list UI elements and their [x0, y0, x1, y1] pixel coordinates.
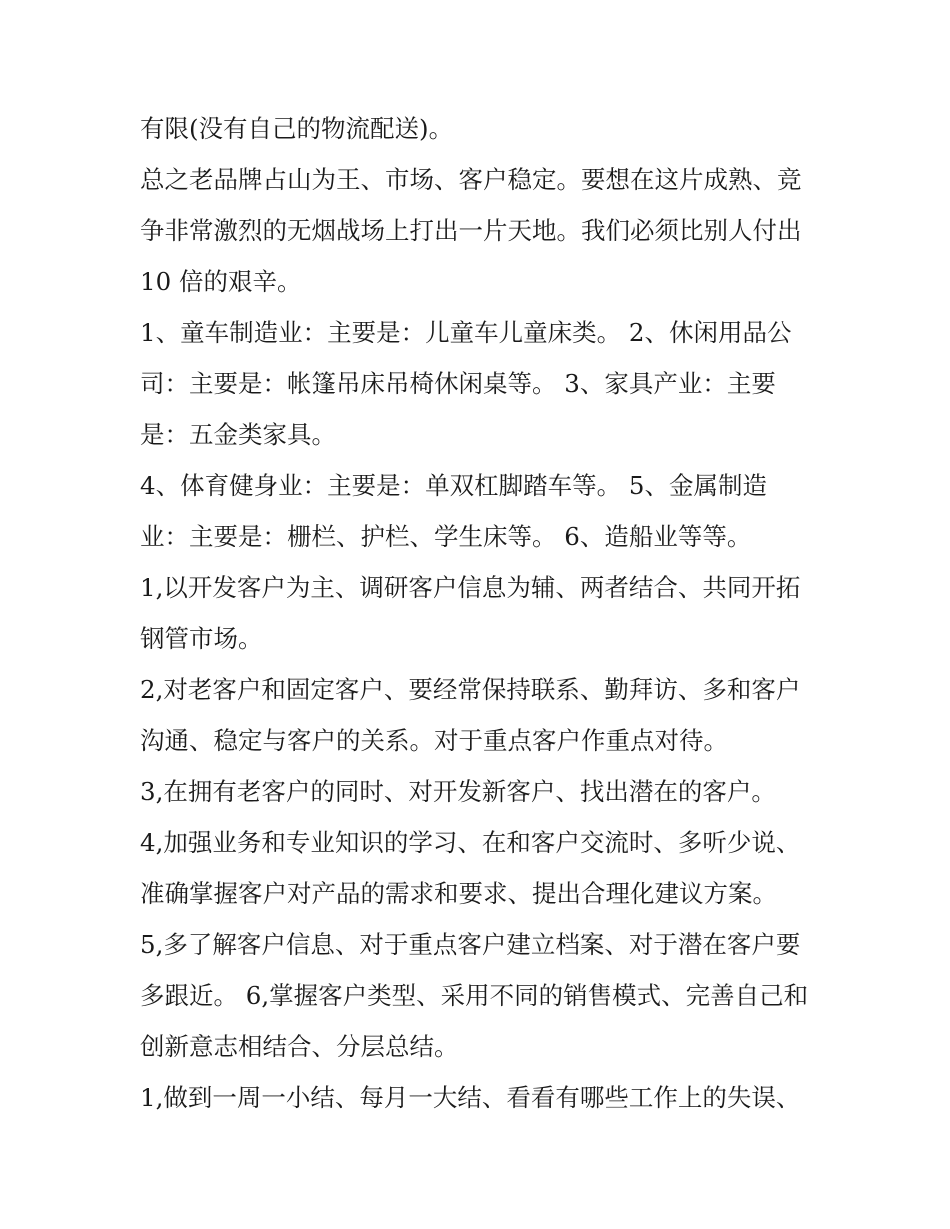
- document-body: [140, 107, 830, 1127]
- text-line: 争非常激烈的无烟战场上打出一片天地。我们必须比别人付出: [140, 216, 802, 245]
- text-line: 5,多了解客户信息、对于重点客户建立档案、对于潜在客户要: [140, 930, 801, 959]
- text-line: 业：主要是：栅栏、护栏、学生床等。 6、造船业等等。: [140, 522, 752, 551]
- text-line: 多跟近。 6,掌握客户类型、采用不同的销售模式、完善自己和: [140, 981, 809, 1010]
- text-line: 1,以开发客户为主、调研客户信息为辅、两者结合、共同开拓: [140, 573, 801, 602]
- text-line: 1、童车制造业：主要是：儿童车儿童床类。 2、休闲用品公: [140, 318, 792, 347]
- text-line: 准确掌握客户对产品的需求和要求、提出合理化建议方案。: [140, 879, 777, 908]
- text-line: 2,对老客户和固定客户、要经常保持联系、勤拜访、多和客户: [140, 675, 801, 704]
- text-line: 4,加强业务和专业知识的学习、在和客户交流时、多听少说、: [140, 828, 801, 857]
- text-line: 总之老品牌占山为王、市场、客户稳定。要想在这片成熟、竞: [140, 165, 802, 194]
- text-line: 沟通、稳定与客户的关系。对于重点客户作重点对待。: [140, 726, 728, 755]
- text-line: 4、体育健身业：主要是：单双杠脚踏车等。 5、金属制造: [140, 471, 767, 500]
- text-line: 1,做到一周一小结、每月一大结、看看有哪些工作上的失误、: [140, 1083, 801, 1112]
- text-line: 司：主要是：帐篷吊床吊椅休闲桌等。 3、家具产业：主要: [140, 369, 776, 398]
- text-line: 创新意志相结合、分层总结。: [140, 1032, 459, 1061]
- text-line: 是：五金类家具。: [140, 420, 336, 449]
- text-line: 有限(没有自己的物流配送)。: [140, 114, 454, 143]
- text-line: 钢管市场。: [140, 624, 263, 653]
- text-line: 10 倍的艰辛。: [140, 267, 302, 296]
- text-line: 3,在拥有老客户的同时、对开发新客户、找出潜在的客户。: [140, 777, 776, 806]
